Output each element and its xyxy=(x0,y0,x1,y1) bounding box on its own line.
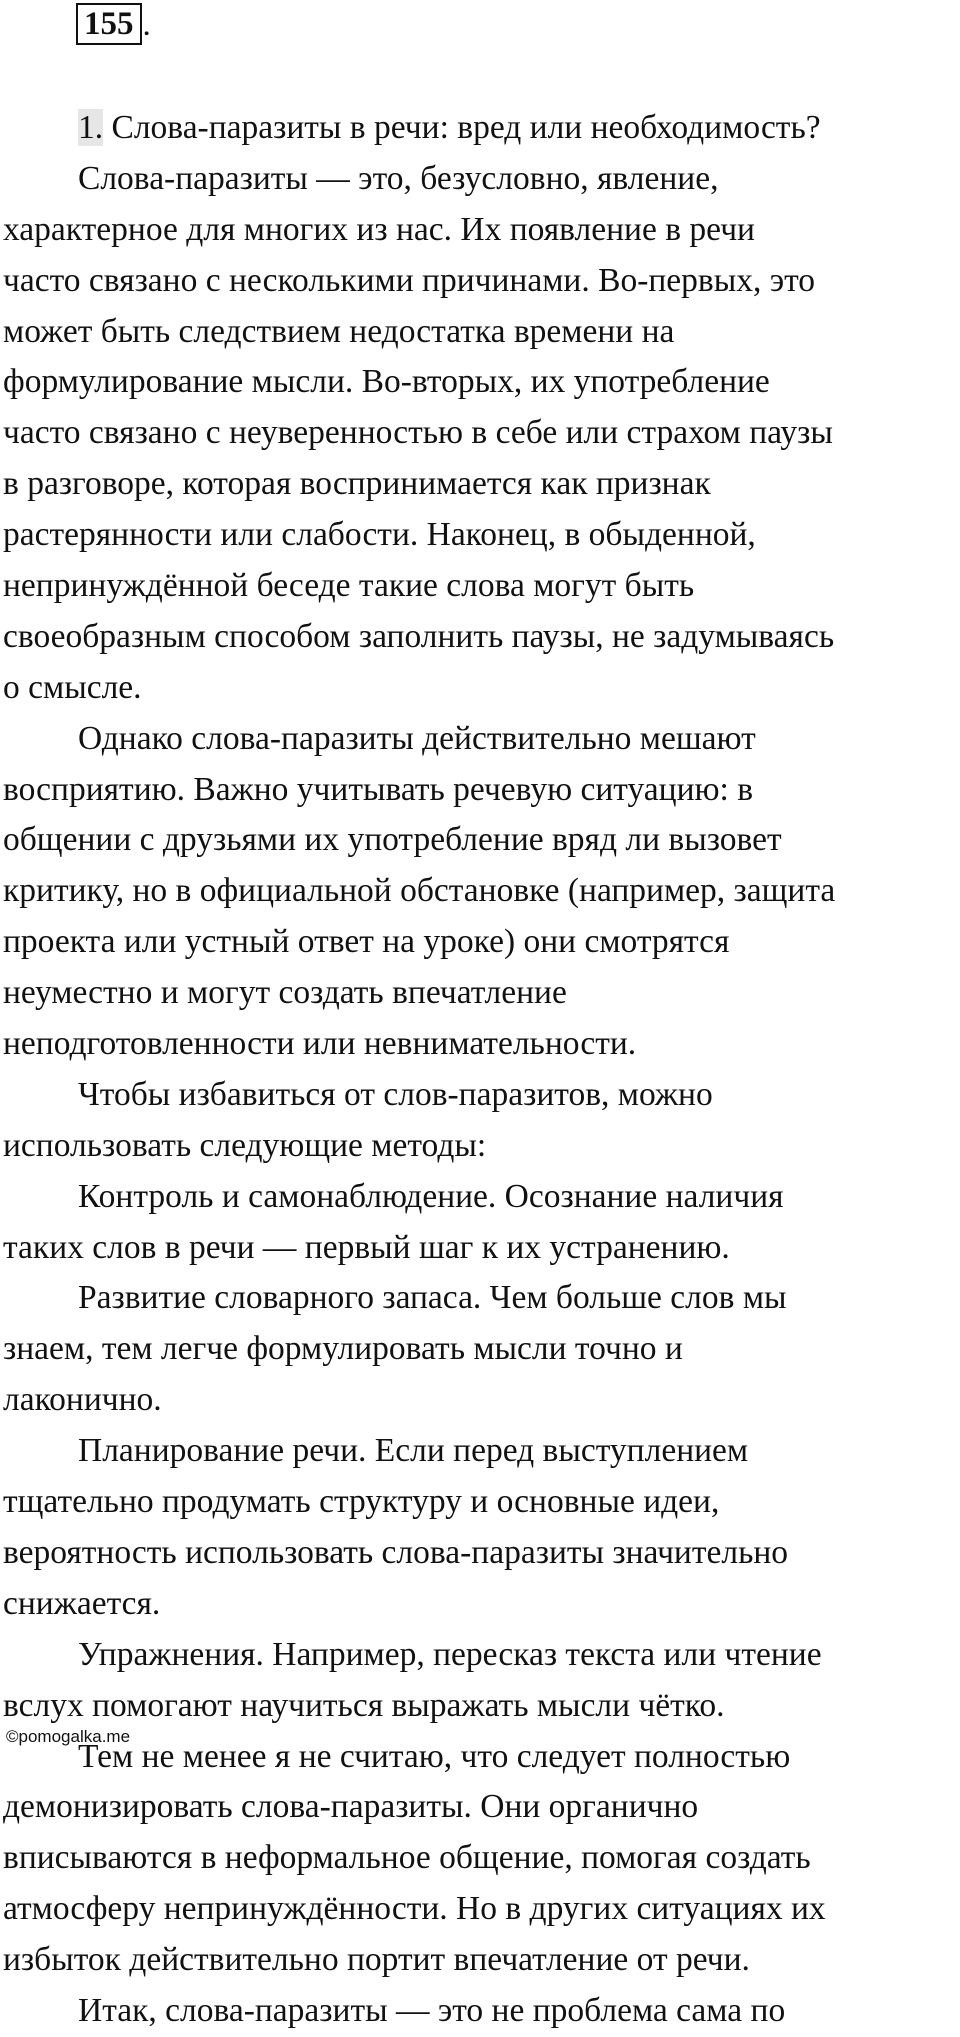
watermark: ©pomogalka.me xyxy=(6,1727,131,1746)
text-line xyxy=(3,1477,960,1528)
line-text: тщательно продумать структуру и основные идеи, xyxy=(3,1483,720,1521)
text-line xyxy=(3,765,960,816)
text-line xyxy=(3,1732,960,1783)
line-text: знаем, тем легче формулировать мысли точно и xyxy=(3,1330,683,1368)
text-line xyxy=(3,510,960,561)
text-line xyxy=(3,663,960,714)
line-text: восприятию. Важно учитывать речевую ситуацию: в xyxy=(3,770,754,808)
text-line xyxy=(3,459,960,510)
text-line xyxy=(3,256,960,307)
line-text: Тем не менее я не считаю, что следует полностью xyxy=(78,1737,791,1775)
line-text: таких слов в речи — первый шаг к их устранению. xyxy=(3,1228,730,1266)
text-line xyxy=(3,408,960,459)
text-line xyxy=(3,1375,960,1426)
text-line xyxy=(3,1833,960,1884)
text-line xyxy=(3,357,960,408)
text-line xyxy=(3,714,960,765)
text-line xyxy=(3,968,960,1019)
text-line xyxy=(3,1273,960,1324)
line-text: в разговоре, которая воспринимается как признак xyxy=(3,465,711,503)
line-text: часто связано с несколькими причинами. Во-первых, это xyxy=(3,261,816,299)
text-line xyxy=(3,1528,960,1579)
line-text: характерное для многих из нас. Их появление в речи xyxy=(3,210,755,248)
task-number-dot: . xyxy=(142,7,151,43)
text-line xyxy=(3,205,960,256)
text-line xyxy=(3,561,960,612)
item-number: 1. xyxy=(78,109,104,146)
task-number xyxy=(76,5,151,45)
text-line xyxy=(3,307,960,358)
line-text: может быть следствием недостатка времени на xyxy=(3,312,675,350)
line-text: непринуждённой беседе такие слова могут быть xyxy=(3,567,695,605)
line-text: лаконично. xyxy=(3,1381,162,1419)
text-line xyxy=(3,1019,960,1070)
line-text: проекта или устный ответ на уроке) они смотрятся xyxy=(3,923,730,961)
line-text: часто связано с неуверенностью в себе или страхом паузы xyxy=(3,414,833,452)
text-line xyxy=(3,815,960,866)
text-line xyxy=(3,866,960,917)
text-line xyxy=(3,1782,960,1833)
line-text: демонизировать слова-паразиты. Они органично xyxy=(3,1788,699,1826)
line-text: снижается. xyxy=(3,1584,161,1622)
line-text: неуместно и могут создать впечатление xyxy=(3,974,567,1012)
text-line xyxy=(3,1630,960,1681)
answer-text xyxy=(3,103,960,2037)
line-text: Однако слова-паразиты действительно мешают xyxy=(78,719,756,757)
text-line xyxy=(3,1935,960,1986)
text-line xyxy=(3,1070,960,1121)
text-line xyxy=(3,1324,960,1375)
line-text: вероятность использовать слова-паразиты значительно xyxy=(3,1533,789,1571)
line-text: формулирование мысли. Во-вторых, их употребление xyxy=(3,363,770,401)
line-text: Слова-паразиты в речи: вред или необходимость? xyxy=(103,109,821,146)
text-line xyxy=(3,917,960,968)
text-line xyxy=(3,1121,960,1172)
text-line xyxy=(3,103,960,154)
line-text: неподготовленности или невнимательности. xyxy=(3,1025,637,1063)
text-line xyxy=(3,1579,960,1630)
text-line xyxy=(3,1884,960,1935)
text-line xyxy=(3,154,960,205)
line-text: использовать следующие методы: xyxy=(3,1126,487,1164)
line-text: Контроль и самонаблюдение. Осознание наличия xyxy=(78,1177,784,1215)
line-text: Упражнения. Например, пересказ текста или чтение xyxy=(78,1635,822,1673)
line-text: растерянности или слабости. Наконец, в обыденной, xyxy=(3,516,756,554)
line-text: Развитие словарного запаса. Чем больше слов мы xyxy=(78,1279,787,1317)
line-text: критику, но в официальной обстановке (например, защита xyxy=(3,872,836,910)
text-line xyxy=(3,612,960,663)
line-text: о смысле. xyxy=(3,668,142,706)
line-text: вписываются в неформальное общение, помогая создать xyxy=(3,1839,811,1877)
line-text: Планирование речи. Если перед выступлением xyxy=(78,1432,749,1470)
task-number-box: 155 xyxy=(76,3,142,45)
line-text: Слова-паразиты — это, безусловно, явление, xyxy=(78,159,719,197)
line-text: избыток действительно портит впечатление от речи. xyxy=(3,1941,750,1979)
line-text: Чтобы избавиться от слов-паразитов, можно xyxy=(78,1075,713,1113)
text-line xyxy=(3,1681,960,1732)
line-text: общении с друзьями их употребление вряд ли вызовет xyxy=(3,821,782,859)
line-text: атмосферу непринуждённости. Но в других ситуациях их xyxy=(3,1890,826,1928)
text-line xyxy=(3,1986,960,2037)
text-line xyxy=(3,1223,960,1274)
text-line xyxy=(3,1426,960,1477)
line-text: Итак, слова-паразиты — это не проблема сама по xyxy=(78,1991,786,2029)
line-text: своеобразным способом заполнить паузы, не задумываясь xyxy=(3,617,835,655)
line-text: вслух помогают научиться выражать мысли чётко. xyxy=(3,1686,725,1724)
text-line xyxy=(3,1172,960,1223)
